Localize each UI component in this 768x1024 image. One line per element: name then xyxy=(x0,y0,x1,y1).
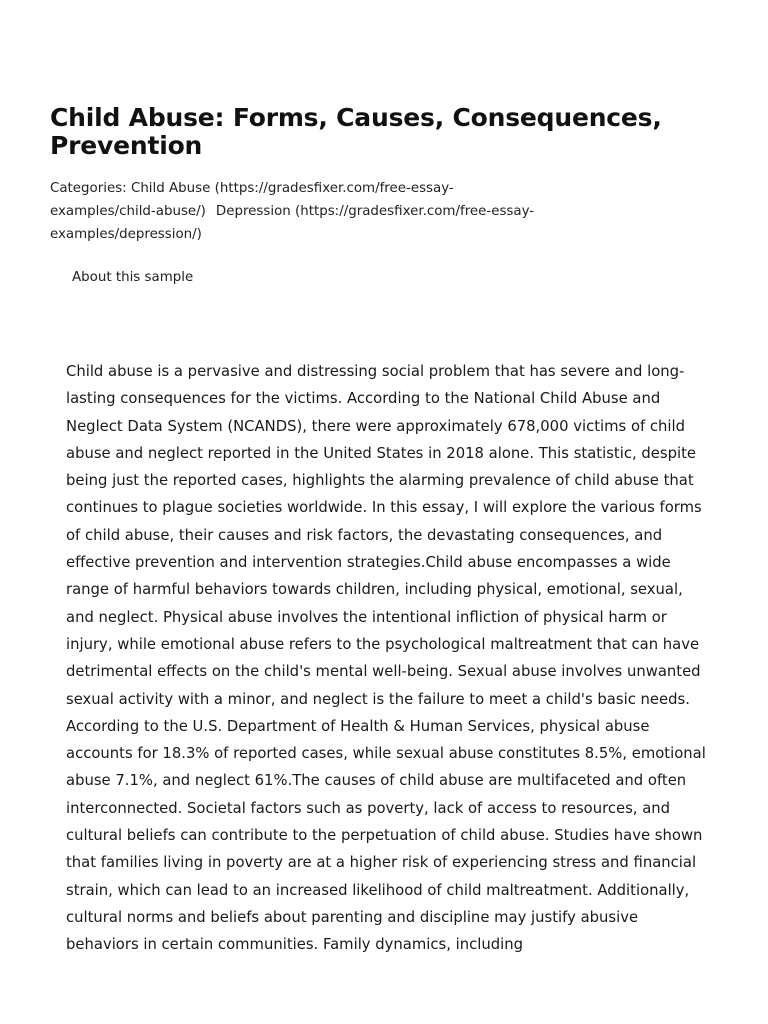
about-sample-toggle[interactable]: About this sample xyxy=(72,270,194,285)
essay-body: Child abuse is a pervasive and distressing social problem that has severe and long-lasting consequences for the victims. According to the National Child Abuse and Neglect Data System (NCANDS), there were approximately 678,000 victims of child abuse and neglect reported in the United States in 2018 alone. This statistic, despite being just the reported cases, highlights the alarming prevalence of child abuse that continues to plague societies worldwide. In this essay, I will explore the various forms of child abuse, their causes and risk factors, the devastating consequences, and effective prevention and intervention strategies.Child abuse encompasses a wide range of harmful behaviors towards children, including physical, emotional, sexual, and neglect. Physical abuse involves the intentional infliction of physical harm or injury, while emotional abuse refers to the psychological maltreatment that can have detrimental effects on the child's mental well-being. Sexual abuse involves unwanted sexual activity with a minor, and neglect is the failure to meet a child's basic needs. According to the U.S. Department of Health & Human Services, physical abuse accounts for 18.3% of reported cases, while sexual abuse constitutes 8.5%, emotional abuse 7.1%, and neglect 61%.The causes of child abuse are multifaceted and often interconnected. Societal factors such as poverty, lack of access to resources, and cultural beliefs can contribute to the perpetuation of child abuse. Studies have shown that families living in poverty are at a higher risk of experiencing stress and financial strain, which can lead to an increased likelihood of child maltreatment. Additionally, cultural norms and beliefs about parenting and discipline may justify abusive behaviors in certain communities. Family dynamics, including xyxy=(66,363,706,954)
page-title: Child Abuse: Forms, Causes, Consequences, Prevention xyxy=(50,103,662,160)
category-link-child-abuse[interactable]: Child Abuse (https://gradesfixer.com/free-essay-examples/child-abuse/) xyxy=(50,181,454,219)
categories-line xyxy=(50,177,550,246)
categories-label: Categories: xyxy=(50,181,127,196)
category-link-depression[interactable]: Depression (https://gradesfixer.com/free-essay-examples/depression/) xyxy=(50,204,535,242)
